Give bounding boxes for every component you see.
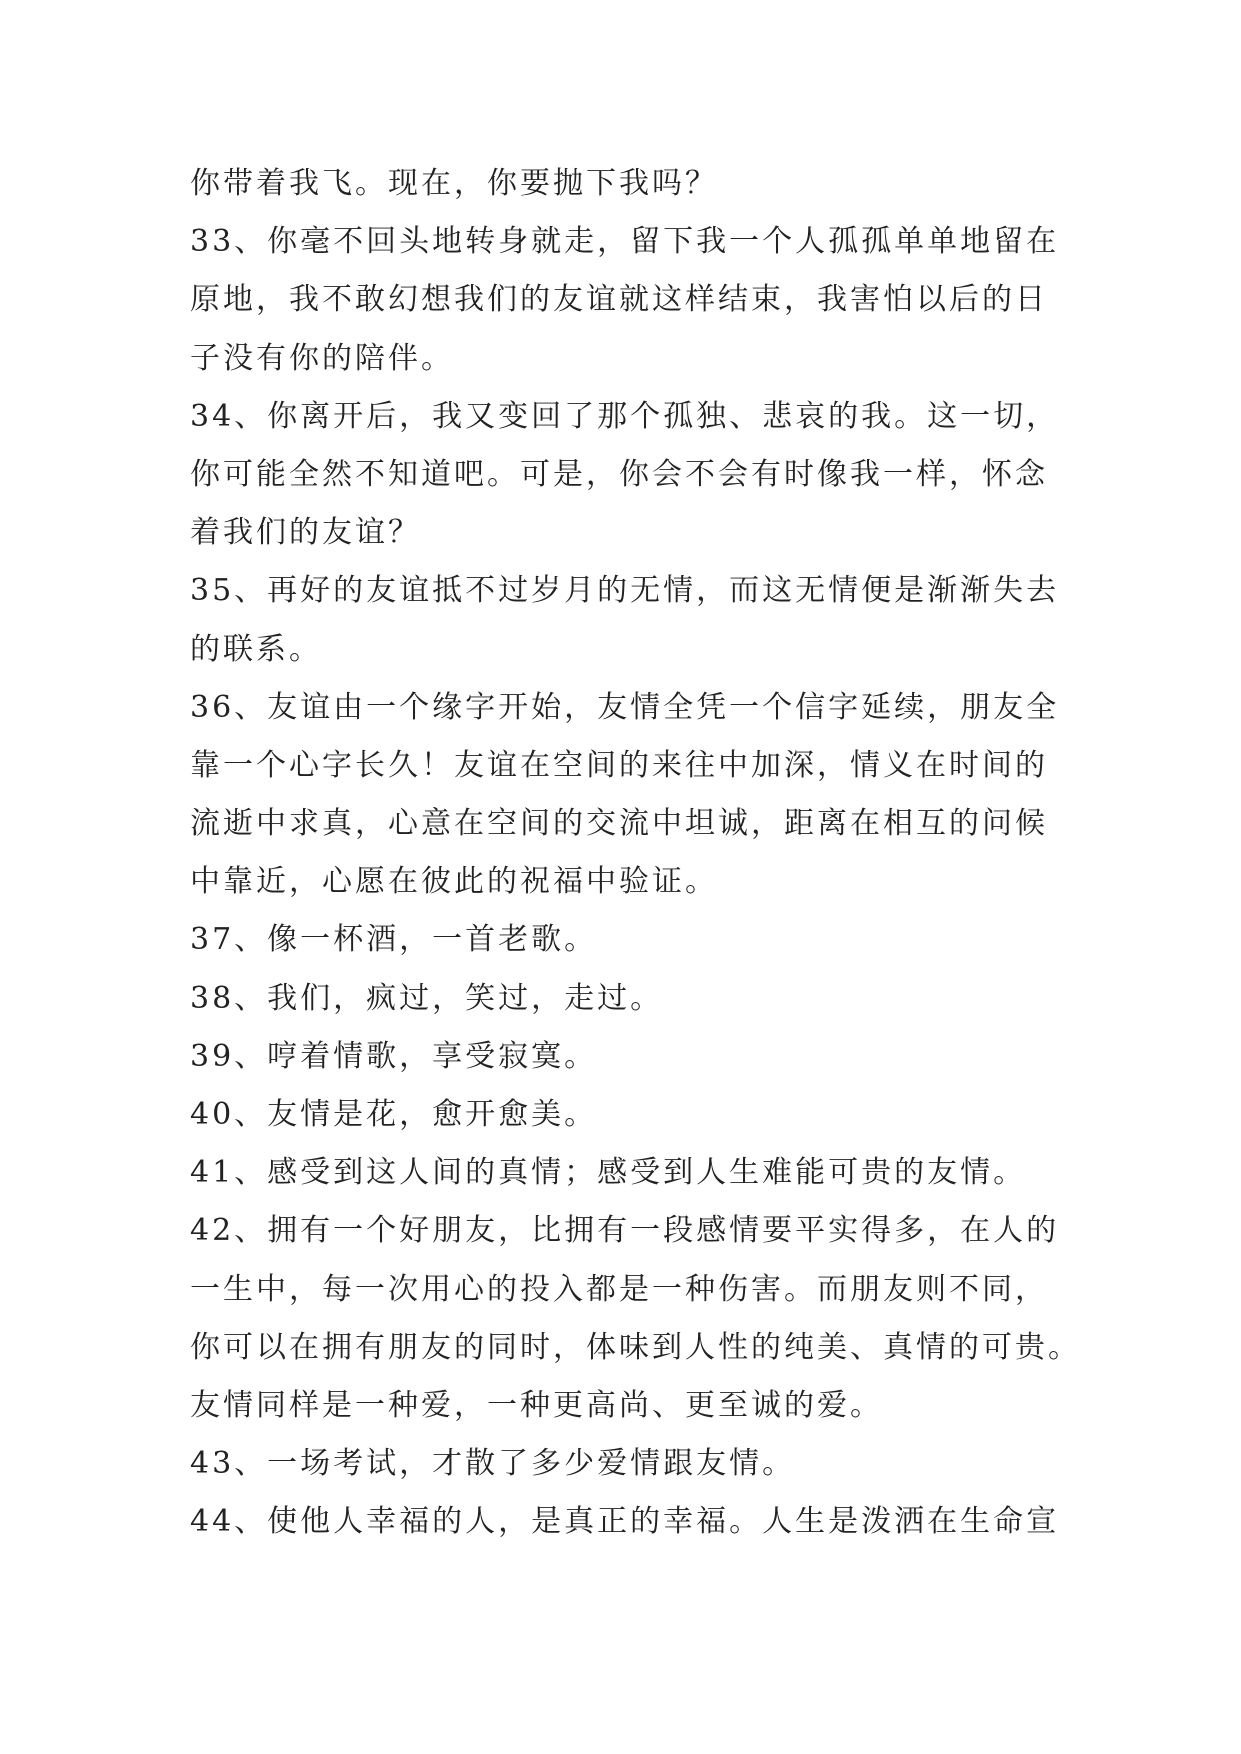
text-line: 原地，我不敢幻想我们的友谊就这样结束，我害怕以后的日 <box>190 282 1048 318</box>
text-line: 的联系。 <box>190 631 322 667</box>
text-line: 42、拥有一个好朋友，比拥有一段感情要平实得多，在人的 <box>190 1213 1060 1249</box>
text-line: 你可能全然不知道吧。可是，你会不会有时像我一样，怀念 <box>190 456 1048 492</box>
text-line: 友情同样是一种爱，一种更高尚、更至诚的爱。 <box>190 1387 883 1423</box>
text-line: 36、友谊由一个缘字开始，友情全凭一个信字延续，朋友全 <box>190 689 1060 725</box>
text-line: 着我们的友谊？ <box>190 515 421 551</box>
text-line: 34、你离开后，我又变回了那个孤独、悲哀的我。这一切， <box>190 398 1060 434</box>
text-line: 40、友情是花，愈开愈美。 <box>190 1097 598 1132</box>
text-line: 44、使他人幸福的人，是真正的幸福。人生是泼洒在生命宣 <box>190 1504 1060 1540</box>
text-line: 一生中，每一次用心的投入都是一种伤害。而朋友则不同， <box>190 1271 1048 1307</box>
document-body-text <box>190 155 1081 1552</box>
text-line: 中靠近，心愿在彼此的祝福中验证。 <box>190 864 718 900</box>
text-line: 41、感受到这人间的真情；感受到人生难能可贵的友情。 <box>190 1155 1027 1191</box>
text-line: 38、我们，疯过，笑过，走过。 <box>190 980 664 1016</box>
text-line: 子没有你的陪伴。 <box>190 340 454 376</box>
text-line: 39、哼着情歌，享受寂寞。 <box>190 1038 598 1074</box>
text-line: 靠一个心字长久！友谊在空间的来往中加深，情义在时间的 <box>190 747 1048 783</box>
text-line: 你带着我飞。现在，你要抛下我吗？ <box>190 166 718 201</box>
text-line: 流逝中求真，心意在空间的交流中坦诚，距离在相互的问候 <box>190 806 1048 842</box>
text-line: 你可以在拥有朋友的同时，体味到人性的纯美、真情的可贵。 <box>190 1329 1081 1365</box>
text-line: 33、你毫不回头地转身就走，留下我一个人孤孤单单地留在 <box>190 224 1060 260</box>
text-line: 43、一场考试，才散了多少爱情跟友情。 <box>190 1446 796 1482</box>
text-line: 35、再好的友谊抵不过岁月的无情，而这无情便是渐渐失去 <box>190 573 1060 609</box>
text-line: 37、像一杯酒，一首老歌。 <box>190 922 598 958</box>
